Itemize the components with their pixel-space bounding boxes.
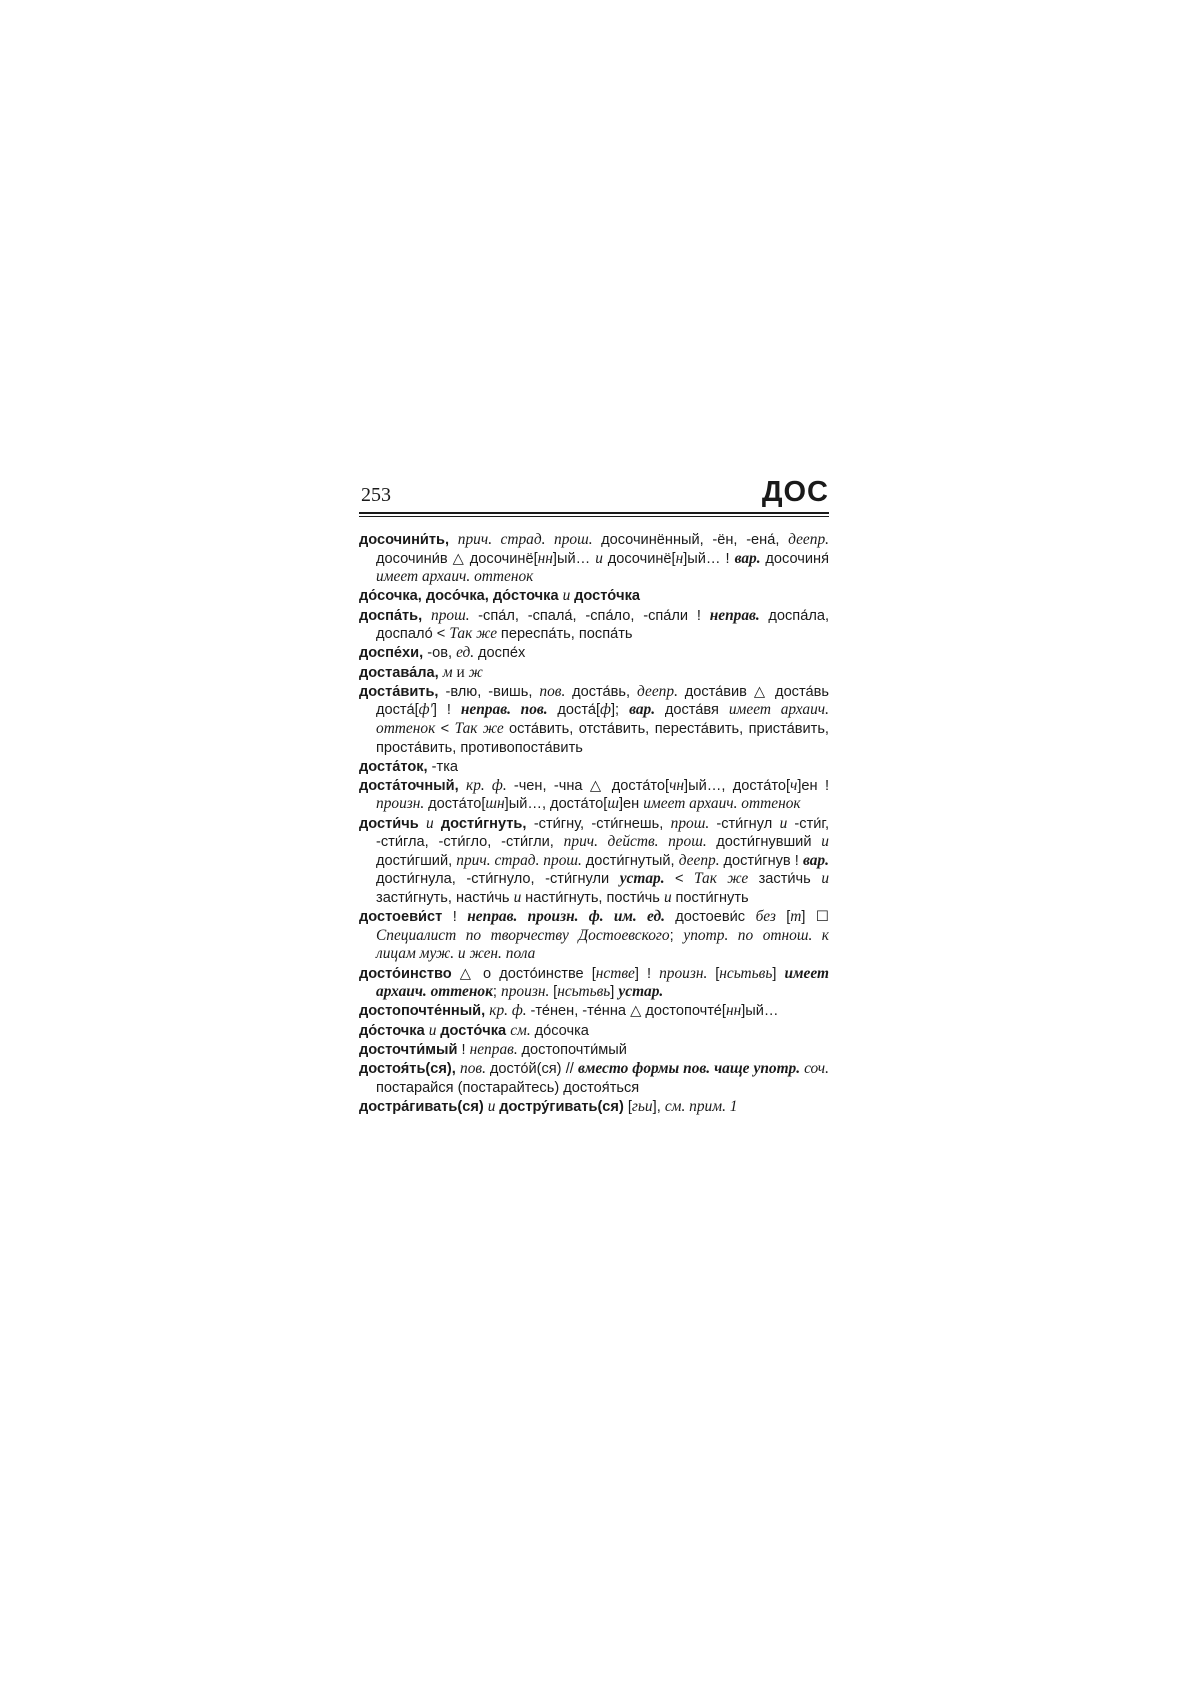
dictionary-entry: [359, 664, 829, 683]
entry-text: ]ый…: [552, 550, 596, 567]
entry-text: досто́й(ся) //: [489, 1060, 578, 1077]
entry-text: ]ый…, доста́то[: [684, 777, 791, 794]
entry-headword: достру́гивать(ся): [499, 1098, 628, 1115]
entry-italic-note: прич. страд. прош.: [456, 851, 586, 869]
entry-text: доспе́х: [478, 645, 526, 662]
entry-text: ];: [610, 702, 630, 719]
entry-list: [359, 531, 829, 1117]
entry-headword: достопочте́нный,: [359, 1003, 490, 1020]
entry-italic-note: нн: [537, 549, 553, 567]
entry-headword: достоеви́ст: [359, 909, 453, 926]
entry-italic-note: ш: [607, 795, 619, 813]
entry-italic-note: кр. ф.: [489, 1002, 531, 1020]
entry-italic-note: пов.: [539, 682, 573, 700]
entry-text: пости́гнуть: [675, 890, 749, 907]
entry-text: насти́гнуть, пости́чь: [525, 890, 664, 907]
entry-text: ]ый…, доста́то[: [504, 796, 608, 813]
entry-italic-note: и: [426, 814, 441, 832]
entry-text: досочини́в △ досочинё[: [376, 550, 538, 567]
entry-text: засти́чь: [758, 871, 822, 888]
dictionary-entry: [359, 683, 829, 757]
entry-text: !: [452, 909, 468, 926]
dictionary-entry: [359, 777, 829, 814]
dictionary-entry: [359, 965, 829, 1002]
dictionary-entry: [359, 1060, 829, 1097]
entry-text: доста́вь,: [572, 683, 638, 700]
entry-italic-note: и: [663, 889, 676, 907]
entry-text: -ов,: [427, 645, 457, 662]
entry-headword: достра́гивать(ся): [359, 1098, 488, 1115]
header-rule-thin: [359, 516, 829, 517]
entry-text: постарайся (постарайтесь) достоя́ться: [376, 1079, 640, 1096]
entry-bold-italic-note: вар.: [734, 549, 766, 567]
entry-bold-italic-note: вместо формы пов. чаще употр.: [578, 1059, 805, 1077]
entry-italic-note: м: [442, 663, 457, 681]
header-rule: [359, 512, 829, 514]
entry-italic-note: и: [821, 870, 830, 888]
entry-text: -сти́гнул: [716, 815, 780, 832]
entry-italic-note: и: [562, 587, 575, 605]
entry-text: до́сочка: [534, 1022, 589, 1039]
entry-italic-note: и: [487, 1097, 500, 1115]
entry-italic-note: без: [755, 908, 787, 926]
dictionary-entry: [359, 531, 829, 587]
entry-italic-note: Так же: [694, 870, 759, 888]
dictionary-entry: [359, 758, 829, 777]
entry-italic-note: деепр.: [637, 682, 685, 700]
entry-text: доста́вя: [664, 702, 729, 719]
entry-italic-note: и: [428, 1021, 441, 1039]
entry-italic-note: см. прим. 1: [664, 1097, 738, 1115]
entry-text: ]: [610, 984, 619, 1001]
entry-text: -тка: [431, 758, 459, 775]
entry-italic-note: Специалист по творчеству Достоевского: [376, 926, 670, 944]
entry-text: досочинё[: [607, 550, 676, 567]
entry-italic-note: Так же: [454, 719, 509, 737]
entry-text: досочиня́: [765, 550, 829, 567]
entry-text: ]ый…: [741, 1003, 779, 1020]
entry-italic-note: прош.: [670, 814, 717, 832]
entry-text: ] !: [432, 702, 461, 719]
entry-bold-italic-note: устар.: [618, 983, 664, 1001]
entry-text: доста́вив △ доста́вь доста́[: [376, 683, 829, 719]
dictionary-entry: [359, 815, 829, 908]
dictionary-entry: [359, 1002, 829, 1021]
entry-italic-note: ф: [600, 701, 611, 719]
entry-bold-italic-note: имеет архаич. оттенок: [376, 964, 829, 1001]
entry-text: [: [627, 1098, 632, 1115]
entry-headword: досточти́мый: [359, 1041, 462, 1058]
entry-text: ]: [772, 965, 785, 982]
entry-text: достопочти́мый: [521, 1041, 627, 1058]
entry-italic-note: прош.: [431, 606, 479, 624]
entry-headword: достоя́ть(ся),: [359, 1060, 460, 1077]
entry-italic-note: нсьтьвь: [719, 964, 773, 982]
entry-italic-note: и: [595, 549, 608, 567]
entry-headword: до́сточка: [359, 1022, 429, 1039]
entry-italic-note: произн.: [501, 983, 554, 1001]
entry-text: ],: [652, 1098, 665, 1115]
entry-text: ]ый… !: [683, 550, 735, 567]
entry-headword: дости́гнуть,: [440, 815, 534, 832]
dictionary-entry: [359, 1041, 829, 1060]
entry-text: засти́гнуть, насти́чь: [376, 890, 514, 907]
page-number: 253: [361, 484, 391, 506]
entry-italic-note: ед.: [456, 644, 479, 662]
entry-italic-note: чн: [669, 776, 685, 794]
entry-italic-note: пов.: [460, 1059, 490, 1077]
entry-italic-note: неправ.: [469, 1040, 522, 1058]
entry-text: ]ен !: [797, 777, 830, 794]
dictionary-entry: [359, 607, 829, 644]
entry-italic-note: ч: [790, 776, 798, 794]
entry-headword: достава́ла,: [359, 664, 443, 681]
entry-headword: доспа́ть,: [359, 607, 432, 624]
entry-italic-note: Так же: [449, 625, 501, 643]
entry-text: дости́гнутый,: [585, 852, 679, 869]
entry-bold-italic-note: неправ. пов.: [460, 701, 558, 719]
entry-text: -сти́гну, -сти́гнешь,: [533, 815, 671, 832]
entry-headword: дости́чь: [359, 815, 427, 832]
entry-italic-note: шн: [485, 795, 505, 813]
entry-text: ;: [669, 927, 684, 944]
entry-text: достоеви́с: [675, 909, 756, 926]
entry-italic-note: соч.: [804, 1059, 829, 1077]
entry-italic-note: имеет архаич. оттенок: [376, 568, 534, 586]
entry-text: -сти́г, -сти́гла, -сти́гло, -сти́гли,: [376, 815, 829, 851]
entry-text: ] !: [634, 965, 660, 982]
entry-text: доста́то[: [428, 796, 486, 813]
entry-headword: досто́чка: [574, 588, 641, 605]
entry-headword: доста́ток,: [359, 758, 432, 775]
entry-italic-note: употр. по отнош. к лицам муж. и жен. пола: [376, 926, 830, 963]
dictionary-entry: [359, 587, 829, 606]
entry-text: ;: [492, 984, 502, 1001]
entry-italic-note: деепр.: [788, 531, 829, 548]
entry-headword: досто́чка: [440, 1022, 511, 1039]
entry-text: -спа́л, -спала́, -спа́ло, -спа́ли !: [478, 607, 710, 624]
entry-text: -влю, -вишь,: [445, 683, 540, 700]
entry-text: [: [553, 984, 558, 1001]
entry-italic-note: т: [790, 908, 802, 926]
entry-italic-note: прич. действ. прош.: [563, 833, 717, 851]
entry-text: <: [440, 720, 455, 737]
entry-headword: доспе́хи,: [359, 645, 428, 662]
entry-text: оста́вить, отста́вить, переста́вить, приста́вить, проста́вить, противопоста́вить: [376, 720, 829, 756]
dictionary-entry: [359, 1098, 829, 1117]
entry-italic-note: имеет архаич. оттенок: [376, 701, 829, 737]
entry-italic-note: ф': [418, 701, 433, 719]
entry-headword: досто́инство: [359, 965, 460, 982]
entry-italic-note: и: [821, 833, 829, 851]
entry-italic-note: нн: [725, 1002, 742, 1020]
entry-text: доспа́ла, доспало́ <: [376, 607, 830, 643]
dictionary-entry: [359, 908, 829, 964]
entry-headword: до́сочка, досо́чка, до́сточка: [359, 588, 563, 605]
entry-italic-note: имеет архаич. оттенок: [643, 795, 801, 813]
entry-italic-note: и: [779, 814, 795, 832]
entry-text: [: [715, 965, 720, 982]
entry-bold-italic-note: неправ.: [709, 606, 769, 624]
dictionary-entry: [359, 1022, 829, 1041]
entry-text: дости́гший,: [376, 852, 457, 869]
entry-headword: доста́точный,: [359, 777, 467, 794]
dictionary-entry: [359, 644, 829, 663]
entry-bold-italic-note: устар.: [619, 870, 675, 888]
entry-text: [: [786, 909, 791, 926]
entry-italic-note: произн.: [376, 795, 429, 813]
entry-text: доста́[: [557, 702, 601, 719]
entry-text: <: [674, 871, 695, 888]
entry-italic-note: деепр.: [678, 851, 724, 869]
entry-headword: досочини́ть,: [359, 532, 458, 548]
entry-text: дости́гнула, -сти́гнуло, -сти́гнули: [376, 871, 620, 888]
entry-italic-note: гьи: [631, 1097, 653, 1115]
entry-roman-text: и: [456, 663, 469, 681]
entry-italic-note: и: [513, 889, 526, 907]
entry-italic-note: н: [675, 549, 684, 567]
entry-text: ] ☐: [801, 909, 829, 926]
entry-bold-italic-note: неправ. произн. ф. им. ед.: [467, 908, 676, 926]
entry-italic-note: см.: [510, 1021, 535, 1039]
entry-bold-italic-note: вар.: [629, 701, 665, 719]
entry-italic-note: нстве: [595, 964, 635, 982]
entry-text: -чен, -чна △ доста́то[: [513, 777, 670, 794]
entry-italic-note: нсьтьвь: [557, 983, 611, 1001]
running-head: ДОС: [761, 476, 829, 508]
entry-headword: доста́вить,: [359, 683, 446, 700]
entry-italic-note: произн.: [659, 964, 716, 982]
entry-italic-note: ж: [468, 663, 483, 681]
entry-text: дости́гнув !: [723, 852, 803, 869]
entry-italic-note: прич. страд. прош.: [457, 531, 602, 548]
entry-text: досочинённый, -ён, -ена́,: [601, 532, 789, 548]
entry-text: -те́нен, -те́нна △ достопочте́[: [530, 1003, 726, 1020]
entry-text: переспа́ть, поспа́ть: [500, 626, 633, 643]
entry-text: ]ен: [618, 796, 644, 813]
entry-italic-note: кр. ф.: [466, 776, 514, 794]
entry-text: дости́гнувший: [716, 834, 822, 851]
page-header: [359, 476, 829, 512]
entry-text: !: [461, 1041, 470, 1058]
entry-bold-italic-note: вар.: [802, 851, 829, 869]
entry-text: △ о досто́инстве [: [459, 965, 596, 982]
